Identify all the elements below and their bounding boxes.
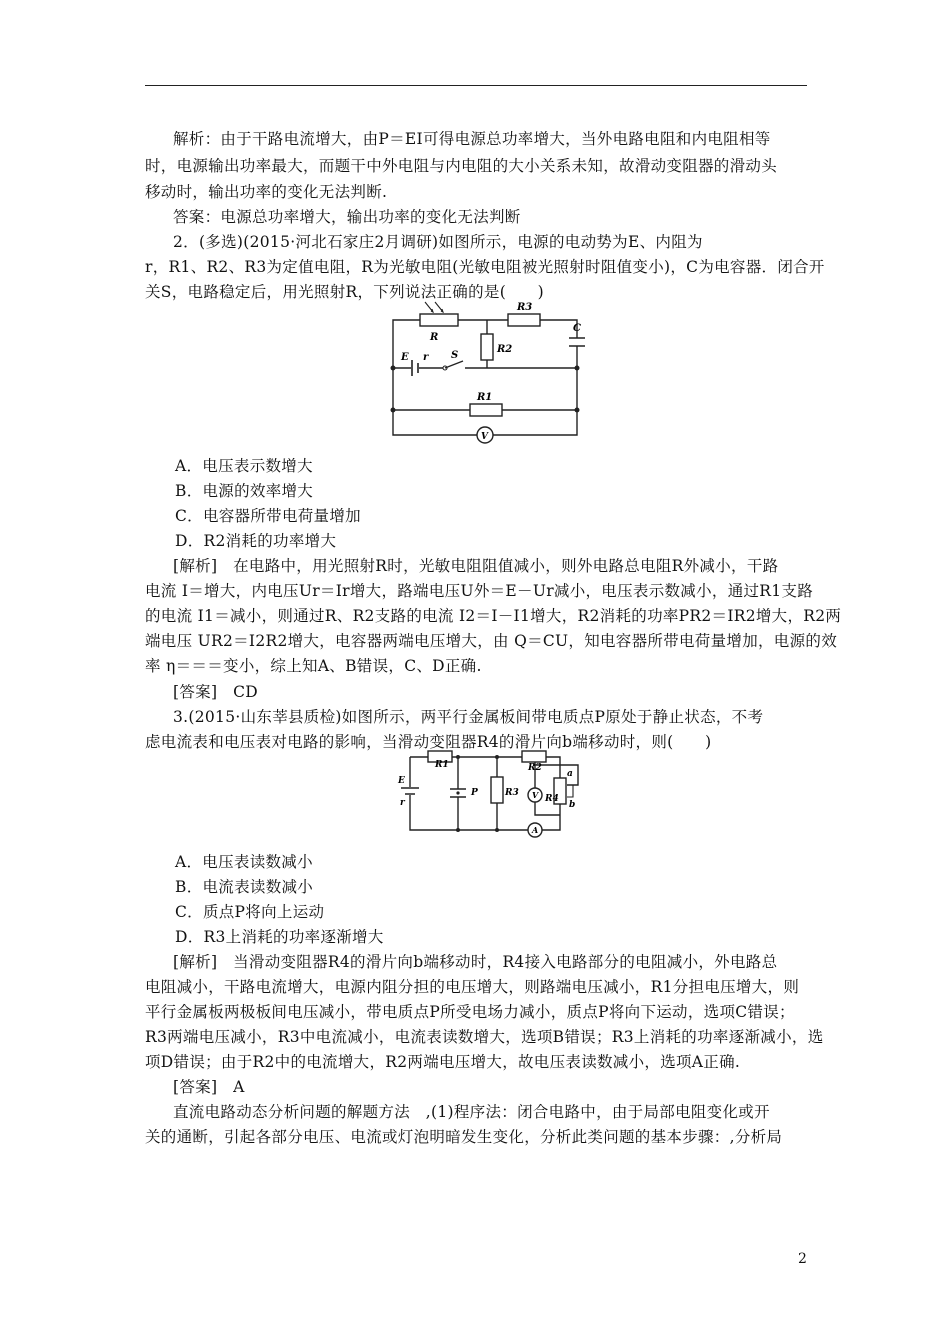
label-r: r — [400, 798, 405, 808]
label-R3: R3 — [517, 302, 533, 313]
text-line: 时，电源输出功率最大，而题干中外电阻与内电阻的大小关系未知，故滑动变阻器的滑动头 — [145, 157, 778, 175]
label-E: E — [401, 352, 409, 363]
option-a: A．电压表读数减小 — [175, 853, 313, 871]
page-number: 2 — [798, 1251, 807, 1267]
header-rule — [145, 85, 807, 86]
option-d: D．R3上消耗的功率逐渐增大 — [175, 928, 384, 946]
option-c: C．质点P将向上运动 — [175, 903, 325, 921]
label-r: r — [423, 352, 429, 363]
option-c: C．电容器所带电荷量增加 — [175, 507, 361, 525]
analysis-line: [解析] 在电路中，用光照射R时，光敏电阻阻值减小，则外电路总电阻R外减小，干路 — [173, 557, 779, 575]
method-line: 关的通断，引起各部分电压、电流或灯泡明暗发生变化，分析此类问题的基本步骤：,分析局 — [145, 1128, 783, 1146]
option-b: B．电流表读数减小 — [175, 878, 314, 896]
method-line: 直流电路动态分析问题的解题方法 ,(1)程序法：闭合电路中，由于局部电阻变化或开 — [173, 1103, 770, 1121]
option-b: B．电源的效率增大 — [175, 482, 314, 500]
analysis-line: 平行金属板两极板间电压减小，带电质点P所受电场力减小，质点P将向下运动，选项C错误； — [145, 1003, 795, 1021]
text-line: r，R1、R2、R3为定值电阻，R为光敏电阻(光敏电阻被光照射时阻值变小)，C为电容器．闭合开 — [145, 258, 825, 276]
label-R2: R2 — [497, 344, 513, 355]
slider-arrow — [567, 785, 573, 797]
analysis-line: 电流 I＝增大，内电压Ur＝Ir增大，路端电压U外＝E－Ur减小，电压表示数减小，通过R1支路 — [145, 582, 814, 600]
resistor-R2 — [522, 751, 546, 762]
label-R4: R4 — [545, 794, 559, 804]
analysis-line: 项D错误；由于R2中的电流增大，R2两端电压增大，故电压表读数减小，选项A正确. — [145, 1053, 741, 1071]
option-a: A．电压表示数增大 — [175, 457, 313, 475]
resistor-R3 — [508, 314, 540, 326]
analysis-line: 的电流 I1＝减小，则通过R、R2支路的电流 I2＝I－I1增大，R2消耗的功率PR2＝IR2增大，R2两 — [145, 607, 842, 625]
question-3: 3.(2015·山东莘县质检)如图所示，两平行金属板间带电质点P原处于静止状态，不考 — [173, 708, 764, 726]
text-line: 关S，电路稳定后，用光照射R，下列说法正确的是( ) — [145, 283, 544, 301]
text-line: 虑电流表和电压表对电路的影响，当滑动变阻器R4的滑片向b端移动时，则( ) — [145, 733, 712, 751]
label-E: E — [398, 776, 405, 786]
question-2: 2．(多选)(2015·河北石家庄2月调研)如图所示，电源的电动势为E、内阻为 — [173, 233, 703, 251]
answer-line: [答案] A — [173, 1078, 245, 1096]
label-P: P — [471, 788, 478, 798]
label-b: b — [569, 800, 576, 810]
text-line: 答案：电源总功率增大，输出功率的变化无法判断 — [173, 208, 521, 226]
analysis-line: 端电压 UR2＝I2R2增大，电容器两端电压增大，由 Q＝CU，知电容器所带电荷量增加，电源的效 — [145, 632, 837, 650]
text-line: 移动时，输出功率的变化无法判断. — [145, 183, 388, 201]
analysis-line: 率 η＝＝＝变小，综上知A、B错误，C、D正确. — [145, 657, 482, 675]
resistor-R3 — [491, 777, 503, 803]
label-R1: R1 — [477, 392, 493, 403]
label-R1: R1 — [435, 760, 449, 770]
analysis-line: R3两端电压减小，R3中电流减小，电流表读数增大，选项B错误；R3上消耗的功率逐渐减小，选 — [145, 1028, 824, 1046]
label-A: A — [532, 825, 539, 835]
analysis-line: 电阻减小，干路电流增大，电源内阻分担的电压增大，则路端电压减小，R1分担电压增大，则 — [145, 978, 800, 996]
label-R2: R2 — [528, 763, 542, 773]
circuit-diagram-2 — [395, 745, 585, 840]
option-d: D．R2消耗的功率增大 — [175, 532, 337, 550]
label-S: S — [451, 350, 459, 361]
text-line: 解析：由于干路电流增大，由P＝EI可得电源总功率增大，当外电路电阻和内电阻相等 — [173, 130, 771, 148]
light-arrows — [425, 302, 443, 312]
resistor-R1 — [470, 404, 502, 416]
label-V: V — [481, 432, 488, 442]
label-C: C — [573, 323, 581, 334]
label-V: V — [532, 790, 539, 800]
label-R3: R3 — [505, 788, 519, 798]
label-a: a — [567, 769, 573, 779]
resistor-R2 — [481, 334, 493, 360]
analysis-line: [解析] 当滑动变阻器R4的滑片向b端移动时，R4接入电路部分的电阻减小，外电路总 — [173, 953, 778, 971]
label-R: R — [430, 332, 439, 343]
answer-line: [答案] CD — [173, 683, 258, 701]
resistor-R — [420, 314, 458, 326]
circuit-diagram-1 — [385, 300, 585, 445]
